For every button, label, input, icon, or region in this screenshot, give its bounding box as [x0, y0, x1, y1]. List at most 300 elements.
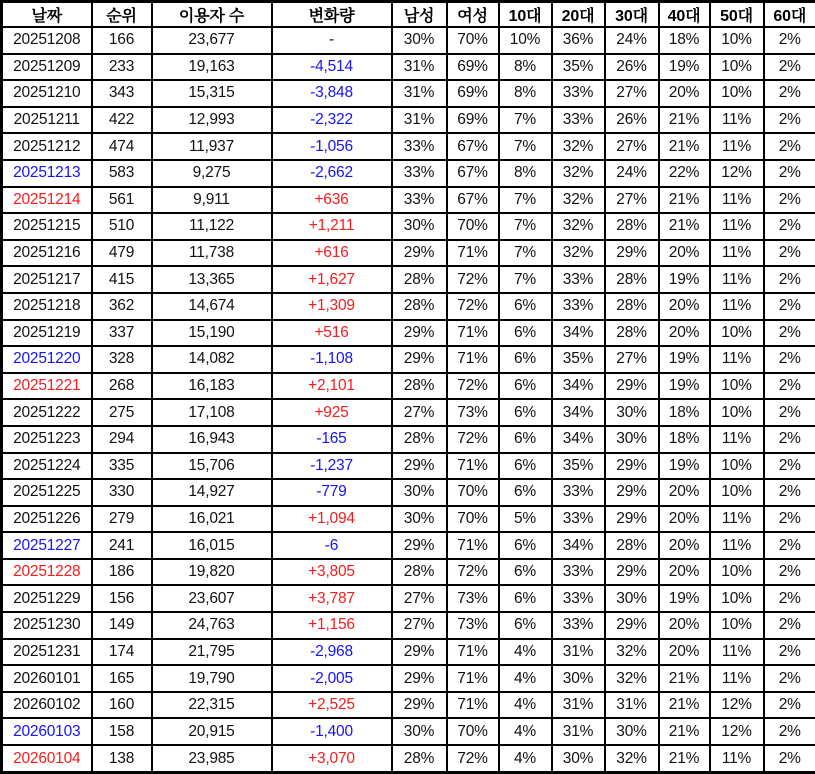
- age20-cell: 35%: [552, 346, 605, 373]
- rank-cell: 186: [92, 559, 152, 586]
- users-cell: 11,122: [152, 213, 272, 240]
- age60-cell: 2%: [764, 27, 815, 54]
- table-row: [2, 532, 815, 559]
- rank-cell: 158: [92, 718, 152, 745]
- table-row: [2, 665, 815, 692]
- age30-cell: 27%: [605, 80, 659, 107]
- users-cell: 14,674: [152, 293, 272, 320]
- age10-cell: 8%: [499, 160, 552, 187]
- age50-cell: 12%: [710, 692, 764, 719]
- age40-cell: 19%: [659, 54, 710, 81]
- male-cell: 27%: [392, 585, 447, 612]
- age50-cell: 10%: [710, 453, 764, 480]
- age20-cell: 32%: [552, 240, 605, 267]
- rank-cell: 422: [92, 107, 152, 134]
- age10-cell: 7%: [499, 240, 552, 267]
- header-male: 남성: [392, 2, 447, 28]
- users-cell: 15,315: [152, 80, 272, 107]
- age60-cell: 2%: [764, 665, 815, 692]
- table-row: [2, 213, 815, 240]
- age20-cell: 35%: [552, 453, 605, 480]
- users-cell: 16,021: [152, 506, 272, 533]
- table-row: [2, 639, 815, 666]
- change-cell: -3,848: [272, 80, 392, 107]
- age60-cell: 2%: [764, 80, 815, 107]
- age50-cell: 10%: [710, 27, 764, 54]
- age10-cell: 8%: [499, 80, 552, 107]
- age60-cell: 2%: [764, 745, 815, 772]
- age60-cell: 2%: [764, 399, 815, 426]
- age50-cell: 12%: [710, 718, 764, 745]
- age40-cell: 20%: [659, 320, 710, 347]
- users-cell: 21,795: [152, 639, 272, 666]
- age60-cell: 2%: [764, 213, 815, 240]
- change-cell: -4,514: [272, 54, 392, 81]
- age10-cell: 6%: [499, 373, 552, 400]
- female-cell: 71%: [447, 320, 499, 347]
- age60-cell: 2%: [764, 585, 815, 612]
- age40-cell: 21%: [659, 745, 710, 772]
- change-cell: -165: [272, 426, 392, 453]
- table-row: [2, 107, 815, 134]
- age40-cell: 20%: [659, 639, 710, 666]
- date-cell: 20251224: [2, 453, 92, 480]
- age20-cell: 30%: [552, 745, 605, 772]
- female-cell: 72%: [447, 745, 499, 772]
- change-cell: -779: [272, 479, 392, 506]
- header-rank: 순위: [92, 2, 152, 28]
- female-cell: 71%: [447, 532, 499, 559]
- date-cell: 20251212: [2, 133, 92, 160]
- age60-cell: 2%: [764, 692, 815, 719]
- age50-cell: 11%: [710, 639, 764, 666]
- age50-cell: 10%: [710, 559, 764, 586]
- age50-cell: 11%: [710, 107, 764, 134]
- age20-cell: 31%: [552, 692, 605, 719]
- table-row: [2, 54, 815, 81]
- age40-cell: 21%: [659, 665, 710, 692]
- change-cell: -2,662: [272, 160, 392, 187]
- change-cell: -2,005: [272, 665, 392, 692]
- male-cell: 28%: [392, 559, 447, 586]
- change-cell: -1,056: [272, 133, 392, 160]
- users-cell: 11,738: [152, 240, 272, 267]
- female-cell: 73%: [447, 585, 499, 612]
- male-cell: 28%: [392, 266, 447, 293]
- male-cell: 30%: [392, 506, 447, 533]
- age50-cell: 11%: [710, 346, 764, 373]
- table-row: [2, 240, 815, 267]
- male-cell: 29%: [392, 240, 447, 267]
- age40-cell: 20%: [659, 293, 710, 320]
- age10-cell: 4%: [499, 639, 552, 666]
- age60-cell: 2%: [764, 639, 815, 666]
- date-cell: 20251219: [2, 320, 92, 347]
- female-cell: 72%: [447, 559, 499, 586]
- users-cell: 17,108: [152, 399, 272, 426]
- age60-cell: 2%: [764, 453, 815, 480]
- age60-cell: 2%: [764, 293, 815, 320]
- table-row: [2, 133, 815, 160]
- date-cell: 20251217: [2, 266, 92, 293]
- age20-cell: 34%: [552, 426, 605, 453]
- age20-cell: 32%: [552, 133, 605, 160]
- age40-cell: 20%: [659, 559, 710, 586]
- female-cell: 72%: [447, 426, 499, 453]
- rank-cell: 335: [92, 453, 152, 480]
- male-cell: 28%: [392, 426, 447, 453]
- users-cell: 11,937: [152, 133, 272, 160]
- table-row: [2, 373, 815, 400]
- users-cell: 16,943: [152, 426, 272, 453]
- age50-cell: 11%: [710, 665, 764, 692]
- rank-cell: 583: [92, 160, 152, 187]
- male-cell: 28%: [392, 373, 447, 400]
- date-cell: 20251210: [2, 80, 92, 107]
- age40-cell: 19%: [659, 453, 710, 480]
- female-cell: 71%: [447, 639, 499, 666]
- male-cell: 30%: [392, 479, 447, 506]
- male-cell: 30%: [392, 718, 447, 745]
- age60-cell: 2%: [764, 718, 815, 745]
- female-cell: 72%: [447, 266, 499, 293]
- users-cell: 19,163: [152, 54, 272, 81]
- female-cell: 72%: [447, 373, 499, 400]
- female-cell: 72%: [447, 293, 499, 320]
- age50-cell: 11%: [710, 213, 764, 240]
- age30-cell: 27%: [605, 346, 659, 373]
- change-cell: +3,787: [272, 585, 392, 612]
- age10-cell: 6%: [499, 559, 552, 586]
- female-cell: 67%: [447, 187, 499, 214]
- rank-cell: 174: [92, 639, 152, 666]
- age40-cell: 18%: [659, 426, 710, 453]
- date-cell: 20251215: [2, 213, 92, 240]
- change-cell: +3,805: [272, 559, 392, 586]
- users-cell: 14,927: [152, 479, 272, 506]
- age60-cell: 2%: [764, 187, 815, 214]
- rank-cell: 268: [92, 373, 152, 400]
- table-row: [2, 585, 815, 612]
- header-female: 여성: [447, 2, 499, 28]
- table-row: [2, 346, 815, 373]
- users-cell: 23,985: [152, 745, 272, 772]
- users-cell: 19,820: [152, 559, 272, 586]
- male-cell: 30%: [392, 213, 447, 240]
- date-cell: 20251230: [2, 612, 92, 639]
- age40-cell: 19%: [659, 373, 710, 400]
- age30-cell: 29%: [605, 612, 659, 639]
- age60-cell: 2%: [764, 240, 815, 267]
- age10-cell: 8%: [499, 54, 552, 81]
- table-row: [2, 692, 815, 719]
- age10-cell: 6%: [499, 399, 552, 426]
- date-cell: 20260103: [2, 718, 92, 745]
- date-cell: 20251231: [2, 639, 92, 666]
- table-row: [2, 160, 815, 187]
- date-cell: 20251223: [2, 426, 92, 453]
- age20-cell: 34%: [552, 320, 605, 347]
- table-row: [2, 426, 815, 453]
- rank-cell: 279: [92, 506, 152, 533]
- male-cell: 28%: [392, 293, 447, 320]
- rank-cell: 328: [92, 346, 152, 373]
- age30-cell: 24%: [605, 160, 659, 187]
- users-cell: 15,190: [152, 320, 272, 347]
- age50-cell: 10%: [710, 320, 764, 347]
- date-cell: 20251226: [2, 506, 92, 533]
- table-row: [2, 293, 815, 320]
- users-cell: 19,790: [152, 665, 272, 692]
- users-cell: 16,015: [152, 532, 272, 559]
- rank-cell: 160: [92, 692, 152, 719]
- age10-cell: 7%: [499, 213, 552, 240]
- age10-cell: 5%: [499, 506, 552, 533]
- male-cell: 29%: [392, 532, 447, 559]
- female-cell: 71%: [447, 453, 499, 480]
- rank-cell: 337: [92, 320, 152, 347]
- age50-cell: 11%: [710, 133, 764, 160]
- age10-cell: 7%: [499, 107, 552, 134]
- date-cell: 20251220: [2, 346, 92, 373]
- users-cell: 13,365: [152, 266, 272, 293]
- change-cell: +1,309: [272, 293, 392, 320]
- age60-cell: 2%: [764, 346, 815, 373]
- age30-cell: 26%: [605, 107, 659, 134]
- table-row: [2, 80, 815, 107]
- change-cell: +1,627: [272, 266, 392, 293]
- age50-cell: 10%: [710, 54, 764, 81]
- male-cell: 29%: [392, 453, 447, 480]
- change-cell: -: [272, 27, 392, 54]
- date-cell: 20260102: [2, 692, 92, 719]
- rank-cell: 166: [92, 27, 152, 54]
- change-cell: +3,070: [272, 745, 392, 772]
- age10-cell: 6%: [499, 453, 552, 480]
- age30-cell: 30%: [605, 426, 659, 453]
- age30-cell: 29%: [605, 559, 659, 586]
- table-row: [2, 718, 815, 745]
- table-row: [2, 320, 815, 347]
- users-cell: 9,911: [152, 187, 272, 214]
- age40-cell: 20%: [659, 240, 710, 267]
- rank-cell: 330: [92, 479, 152, 506]
- female-cell: 69%: [447, 107, 499, 134]
- age60-cell: 2%: [764, 559, 815, 586]
- age60-cell: 2%: [764, 107, 815, 134]
- table-row: [2, 506, 815, 533]
- male-cell: 29%: [392, 346, 447, 373]
- age30-cell: 32%: [605, 745, 659, 772]
- date-cell: 20251216: [2, 240, 92, 267]
- age60-cell: 2%: [764, 612, 815, 639]
- age20-cell: 33%: [552, 293, 605, 320]
- age20-cell: 33%: [552, 612, 605, 639]
- change-cell: +516: [272, 320, 392, 347]
- age40-cell: 21%: [659, 187, 710, 214]
- date-cell: 20251228: [2, 559, 92, 586]
- age30-cell: 32%: [605, 665, 659, 692]
- age50-cell: 11%: [710, 426, 764, 453]
- users-cell: 24,763: [152, 612, 272, 639]
- female-cell: 71%: [447, 692, 499, 719]
- female-cell: 71%: [447, 346, 499, 373]
- female-cell: 73%: [447, 612, 499, 639]
- age50-cell: 10%: [710, 612, 764, 639]
- rank-cell: 474: [92, 133, 152, 160]
- age40-cell: 19%: [659, 346, 710, 373]
- age20-cell: 33%: [552, 266, 605, 293]
- header-age50: 50대: [710, 2, 764, 28]
- header-row: [2, 2, 815, 28]
- age20-cell: 32%: [552, 160, 605, 187]
- male-cell: 28%: [392, 745, 447, 772]
- age40-cell: 18%: [659, 27, 710, 54]
- users-cell: 20,915: [152, 718, 272, 745]
- change-cell: +1,156: [272, 612, 392, 639]
- age10-cell: 10%: [499, 27, 552, 54]
- age40-cell: 20%: [659, 80, 710, 107]
- age50-cell: 10%: [710, 399, 764, 426]
- header-age10: 10대: [499, 2, 552, 28]
- header-age30: 30대: [605, 2, 659, 28]
- age20-cell: 33%: [552, 80, 605, 107]
- female-cell: 69%: [447, 54, 499, 81]
- age30-cell: 24%: [605, 27, 659, 54]
- change-cell: -1,237: [272, 453, 392, 480]
- date-cell: 20260104: [2, 745, 92, 772]
- age50-cell: 10%: [710, 80, 764, 107]
- female-cell: 67%: [447, 133, 499, 160]
- age30-cell: 29%: [605, 479, 659, 506]
- rank-cell: 479: [92, 240, 152, 267]
- age50-cell: 11%: [710, 240, 764, 267]
- age10-cell: 6%: [499, 532, 552, 559]
- age10-cell: 7%: [499, 187, 552, 214]
- header-age20: 20대: [552, 2, 605, 28]
- date-cell: 20251229: [2, 585, 92, 612]
- age40-cell: 21%: [659, 133, 710, 160]
- change-cell: +616: [272, 240, 392, 267]
- users-cell: 15,706: [152, 453, 272, 480]
- age30-cell: 30%: [605, 585, 659, 612]
- age60-cell: 2%: [764, 426, 815, 453]
- age30-cell: 29%: [605, 373, 659, 400]
- male-cell: 29%: [392, 320, 447, 347]
- age20-cell: 33%: [552, 585, 605, 612]
- age10-cell: 4%: [499, 692, 552, 719]
- rank-cell: 149: [92, 612, 152, 639]
- male-cell: 33%: [392, 187, 447, 214]
- age50-cell: 11%: [710, 187, 764, 214]
- female-cell: 70%: [447, 506, 499, 533]
- age60-cell: 2%: [764, 160, 815, 187]
- rank-cell: 415: [92, 266, 152, 293]
- age50-cell: 10%: [710, 373, 764, 400]
- rank-cell: 233: [92, 54, 152, 81]
- age10-cell: 6%: [499, 426, 552, 453]
- table-row: [2, 266, 815, 293]
- age40-cell: 21%: [659, 718, 710, 745]
- age60-cell: 2%: [764, 373, 815, 400]
- users-cell: 23,677: [152, 27, 272, 54]
- age30-cell: 28%: [605, 293, 659, 320]
- age40-cell: 20%: [659, 532, 710, 559]
- rank-cell: 294: [92, 426, 152, 453]
- date-cell: 20251218: [2, 293, 92, 320]
- age30-cell: 28%: [605, 266, 659, 293]
- age50-cell: 12%: [710, 160, 764, 187]
- age30-cell: 29%: [605, 506, 659, 533]
- age30-cell: 28%: [605, 532, 659, 559]
- age10-cell: 7%: [499, 266, 552, 293]
- male-cell: 27%: [392, 399, 447, 426]
- age60-cell: 2%: [764, 266, 815, 293]
- header-age60: 60대: [764, 2, 815, 28]
- age60-cell: 2%: [764, 133, 815, 160]
- users-cell: 9,275: [152, 160, 272, 187]
- age60-cell: 2%: [764, 532, 815, 559]
- age20-cell: 34%: [552, 399, 605, 426]
- change-cell: -2,968: [272, 639, 392, 666]
- date-cell: 20251213: [2, 160, 92, 187]
- date-cell: 20251222: [2, 399, 92, 426]
- male-cell: 31%: [392, 54, 447, 81]
- male-cell: 33%: [392, 160, 447, 187]
- age50-cell: 10%: [710, 585, 764, 612]
- age50-cell: 11%: [710, 506, 764, 533]
- date-cell: 20251208: [2, 27, 92, 54]
- users-cell: 16,183: [152, 373, 272, 400]
- table-row: [2, 187, 815, 214]
- rank-cell: 241: [92, 532, 152, 559]
- age10-cell: 4%: [499, 745, 552, 772]
- age30-cell: 29%: [605, 453, 659, 480]
- rank-cell: 275: [92, 399, 152, 426]
- date-cell: 20251209: [2, 54, 92, 81]
- change-cell: +1,211: [272, 213, 392, 240]
- male-cell: 31%: [392, 80, 447, 107]
- rank-cell: 156: [92, 585, 152, 612]
- table-row: [2, 559, 815, 586]
- age50-cell: 11%: [710, 266, 764, 293]
- rank-cell: 165: [92, 665, 152, 692]
- age30-cell: 28%: [605, 213, 659, 240]
- age20-cell: 34%: [552, 532, 605, 559]
- date-cell: 20251225: [2, 479, 92, 506]
- female-cell: 70%: [447, 213, 499, 240]
- age30-cell: 30%: [605, 718, 659, 745]
- age50-cell: 11%: [710, 293, 764, 320]
- age10-cell: 6%: [499, 612, 552, 639]
- age20-cell: 30%: [552, 665, 605, 692]
- date-cell: 20251211: [2, 107, 92, 134]
- date-cell: 20251221: [2, 373, 92, 400]
- date-cell: 20260101: [2, 665, 92, 692]
- table-row: [2, 27, 815, 54]
- table-row: [2, 479, 815, 506]
- female-cell: 73%: [447, 399, 499, 426]
- header-users: 이용자 수: [152, 2, 272, 28]
- rank-cell: 561: [92, 187, 152, 214]
- age20-cell: 33%: [552, 506, 605, 533]
- age30-cell: 26%: [605, 54, 659, 81]
- age30-cell: 27%: [605, 187, 659, 214]
- change-cell: +925: [272, 399, 392, 426]
- table-body: [2, 27, 815, 773]
- age10-cell: 4%: [499, 718, 552, 745]
- age10-cell: 6%: [499, 320, 552, 347]
